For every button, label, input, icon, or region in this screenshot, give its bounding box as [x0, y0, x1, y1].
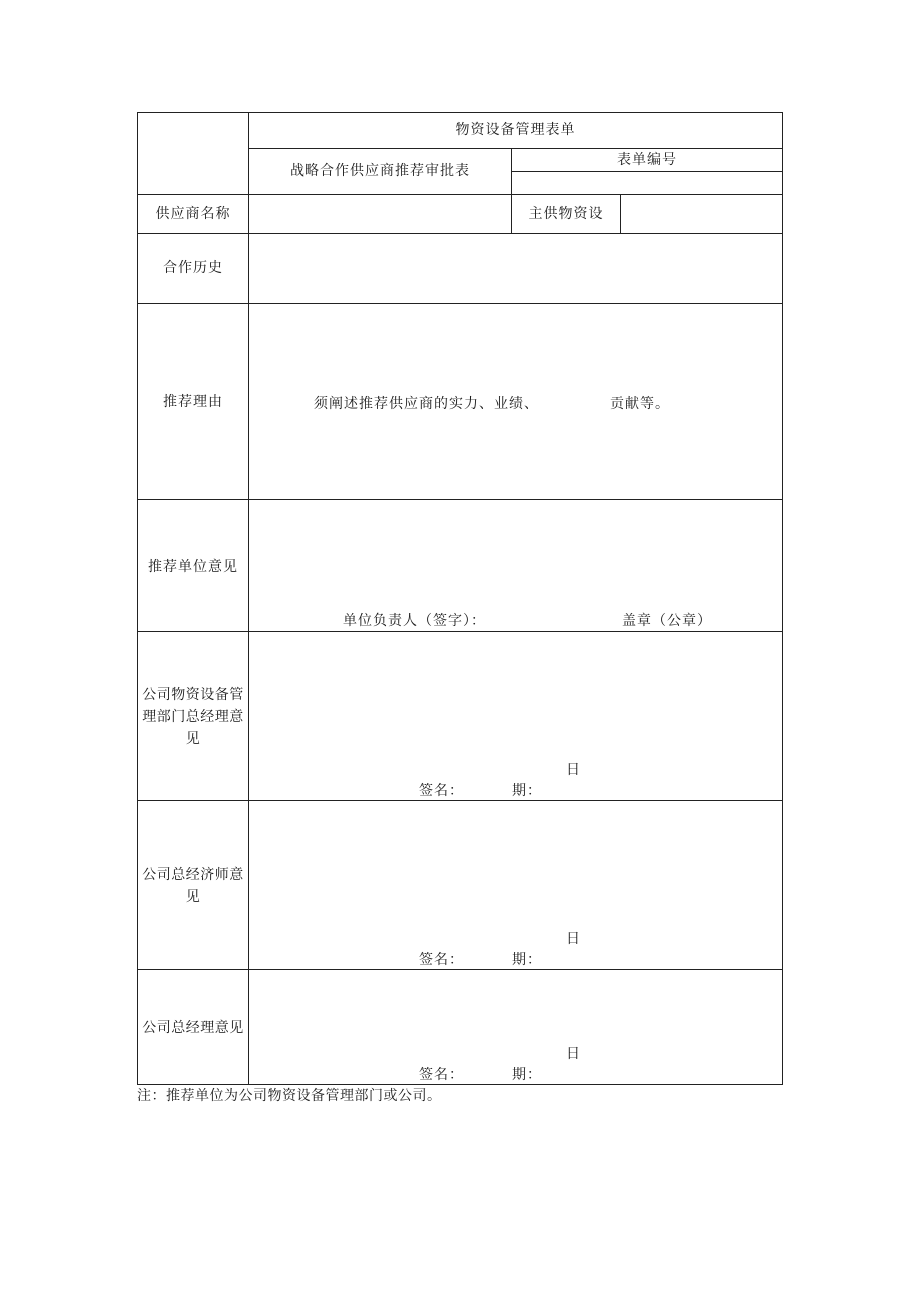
label-column-divider: [248, 112, 249, 1085]
dept-sign-label: 签名：: [419, 783, 464, 799]
footer-note: 注：推荐单位为公司物资设备管理部门或公司。: [137, 1088, 442, 1104]
reason-hint-part2: 贡献等。: [610, 396, 670, 412]
reason-hint-part1: 须阐述推荐供应商的实力、业绩、: [314, 396, 539, 412]
header-title-divider: [248, 148, 783, 149]
form-header-title: 物资设备管理表单: [455, 122, 576, 138]
row-divider-dept: [137, 631, 783, 632]
table-border-right: [782, 112, 783, 1085]
main-supply-label: 主供物资设: [528, 206, 604, 222]
gm-sign-label: 签名：: [419, 1067, 464, 1083]
unit-seal-label: 盖章（公章）: [622, 613, 712, 629]
form-number-label: 表单编号: [617, 152, 677, 168]
dept-opinion-label: 公司物资设备管理部门总经理意见: [142, 687, 244, 747]
dept-date-day: 日: [566, 762, 581, 778]
gm-date-day: 日: [566, 1046, 581, 1062]
supplier-name-label: 供应商名称: [155, 206, 231, 222]
gm-date-period: 期：: [512, 1067, 542, 1083]
unit-signer-label: 单位负责人（签字）：: [343, 613, 486, 629]
reason-label: 推荐理由: [163, 394, 223, 410]
history-field[interactable]: [250, 235, 781, 302]
row-divider-unit: [137, 499, 783, 500]
form-name: 战略合作供应商推荐审批表: [290, 163, 470, 179]
economist-sign-label: 签名：: [419, 952, 464, 968]
form-number-field[interactable]: [514, 173, 780, 193]
number-label-divider: [511, 171, 783, 172]
dept-date-period: 期：: [512, 783, 542, 799]
gm-opinion-label: 公司总经理意见: [142, 1020, 244, 1036]
row-divider-history: [137, 233, 783, 234]
main-supply-field[interactable]: [624, 204, 779, 224]
row-divider-reason: [137, 303, 783, 304]
table-border-top: [137, 112, 783, 113]
supplier-name-field[interactable]: [252, 204, 507, 224]
economist-date-period: 期：: [512, 952, 542, 968]
row-divider-supplier: [137, 194, 783, 195]
economist-date-day: 日: [566, 931, 581, 947]
unit-opinion-label: 推荐单位意见: [148, 559, 238, 575]
main-supply-value-divider: [620, 194, 621, 234]
economist-opinion-label: 公司总经济师意见: [142, 867, 244, 905]
history-label: 合作历史: [163, 260, 223, 276]
